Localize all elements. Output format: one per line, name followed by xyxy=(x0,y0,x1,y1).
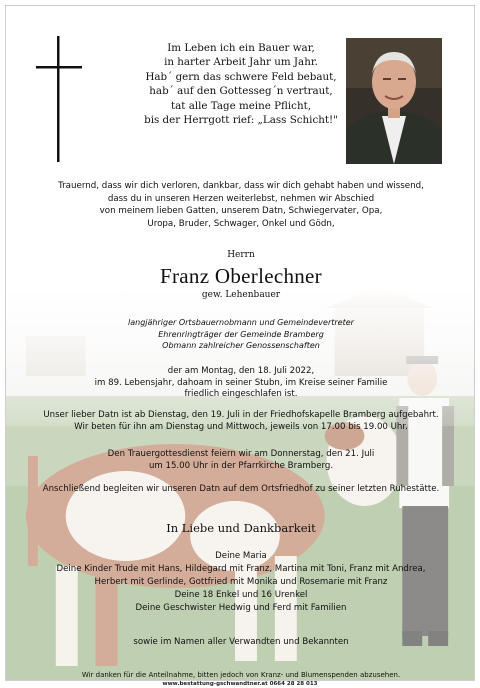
wake-line: Unser lieber Datn ist ab Dienstag, den 19. Juli in der Friedhofskapelle Bramberg aufgebahrt. xyxy=(43,410,439,420)
obituary-card xyxy=(5,5,475,681)
mourner-line: Deine Maria xyxy=(215,551,267,561)
salutation: Herrn xyxy=(227,250,255,260)
poem-line: hab´ auf den Gottesseg´n vertraut, xyxy=(149,85,333,98)
intro-line: Uropa, Bruder, Schwager, Onkel und Gödn, xyxy=(147,218,335,229)
burial-notice xyxy=(6,484,475,496)
poem-line: in harter Arbeit Jahr um Jahr. xyxy=(164,56,318,69)
death-line: der am Montag, den 18. Juli 2022, xyxy=(167,366,315,376)
burial-line: Anschließend begleiten wir unseren Datn auf dem Ortsfriedhof zu seiner letzten Ruhestätte. xyxy=(42,484,440,494)
mass-line: um 15.00 Uhr in der Pfarrkirche Bramberg. xyxy=(148,460,334,471)
mourner-line: Deine Geschwister Hedwig und Ferd mit Familien xyxy=(135,603,347,613)
poem-line: Hab´ gern das schwere Feld bebaut, xyxy=(145,70,337,83)
mourner-line: Herbert mit Gerlinde, Gottfried mit Monika und Rosemarie mit Franz xyxy=(94,577,388,587)
wake-notice xyxy=(6,410,475,433)
background-fade xyxy=(6,286,474,426)
closing-heading: In Liebe und Dankbarkeit xyxy=(166,521,316,535)
intro-line: dass du in unseren Herzen weiterlebst, nehmen wir Abschied xyxy=(107,193,375,204)
death-notice xyxy=(6,366,475,401)
mass-line: Den Trauergottesdienst feiern wir am Donnerstag, den 21. Juli xyxy=(107,449,375,459)
death-line: im 89. Lebensjahr, dahoam in seiner Stubn, im Kreise seiner Familie xyxy=(94,377,388,388)
wake-line: Wir beten für ihn am Dienstag und Mittwoch, jeweils von 17.00 bis 19.00 Uhr. xyxy=(74,421,408,432)
intro-line: von meinem lieben Gatten, unserem Datn, Schwiegervater, Opa, xyxy=(99,206,383,217)
poem xyxy=(136,41,346,127)
relatives-line: sowie im Namen aller Verwandten und Bekannten xyxy=(133,637,349,647)
deceased-name: Franz Oberlechner xyxy=(160,264,322,288)
mass-notice xyxy=(6,449,475,472)
title-line: langjähriger Ortsbauernobmann und Gemeindevertreter xyxy=(128,318,354,327)
footer-note: Wir danken für die Anteilnahme, bitten jedoch von Kranz- und Blumenspenden abzusehen. xyxy=(81,671,401,679)
death-line: friedlich eingeschlafen ist. xyxy=(184,389,298,399)
honorary-titles xyxy=(6,317,475,352)
portrait-photo xyxy=(346,38,442,164)
poem-line: bis der Herrgott rief: „Lass Schicht!" xyxy=(144,114,338,127)
deceased-alias: gew. Lehenbauer xyxy=(201,290,281,300)
mourner-line: Deine 18 Enkel und 16 Urenkel xyxy=(174,590,308,600)
poem-line: Im Leben ich ein Bauer war, xyxy=(167,42,315,54)
mourner-line: Deine Kinder Trude mit Hans, Hildegard mit Franz, Martina mit Toni, Franz mit Andrea, xyxy=(56,564,426,574)
intro-line: Trauernd, dass wir dich verloren, dankbar, dass wir dich gehabt haben und wissend, xyxy=(58,181,424,191)
funeral-home-contact: www.bestattung-gschwandtner.at 0664 28 28 013 xyxy=(162,681,318,687)
title-line: Ehrenringträger der Gemeinde Bramberg xyxy=(158,329,324,339)
intro-text xyxy=(16,180,466,230)
cross-icon xyxy=(36,36,82,162)
poem-line: tat alle Tage meine Pflicht, xyxy=(171,99,311,112)
mourners xyxy=(6,550,475,615)
title-line: Obmann zahlreicher Genossenschaften xyxy=(162,341,320,350)
